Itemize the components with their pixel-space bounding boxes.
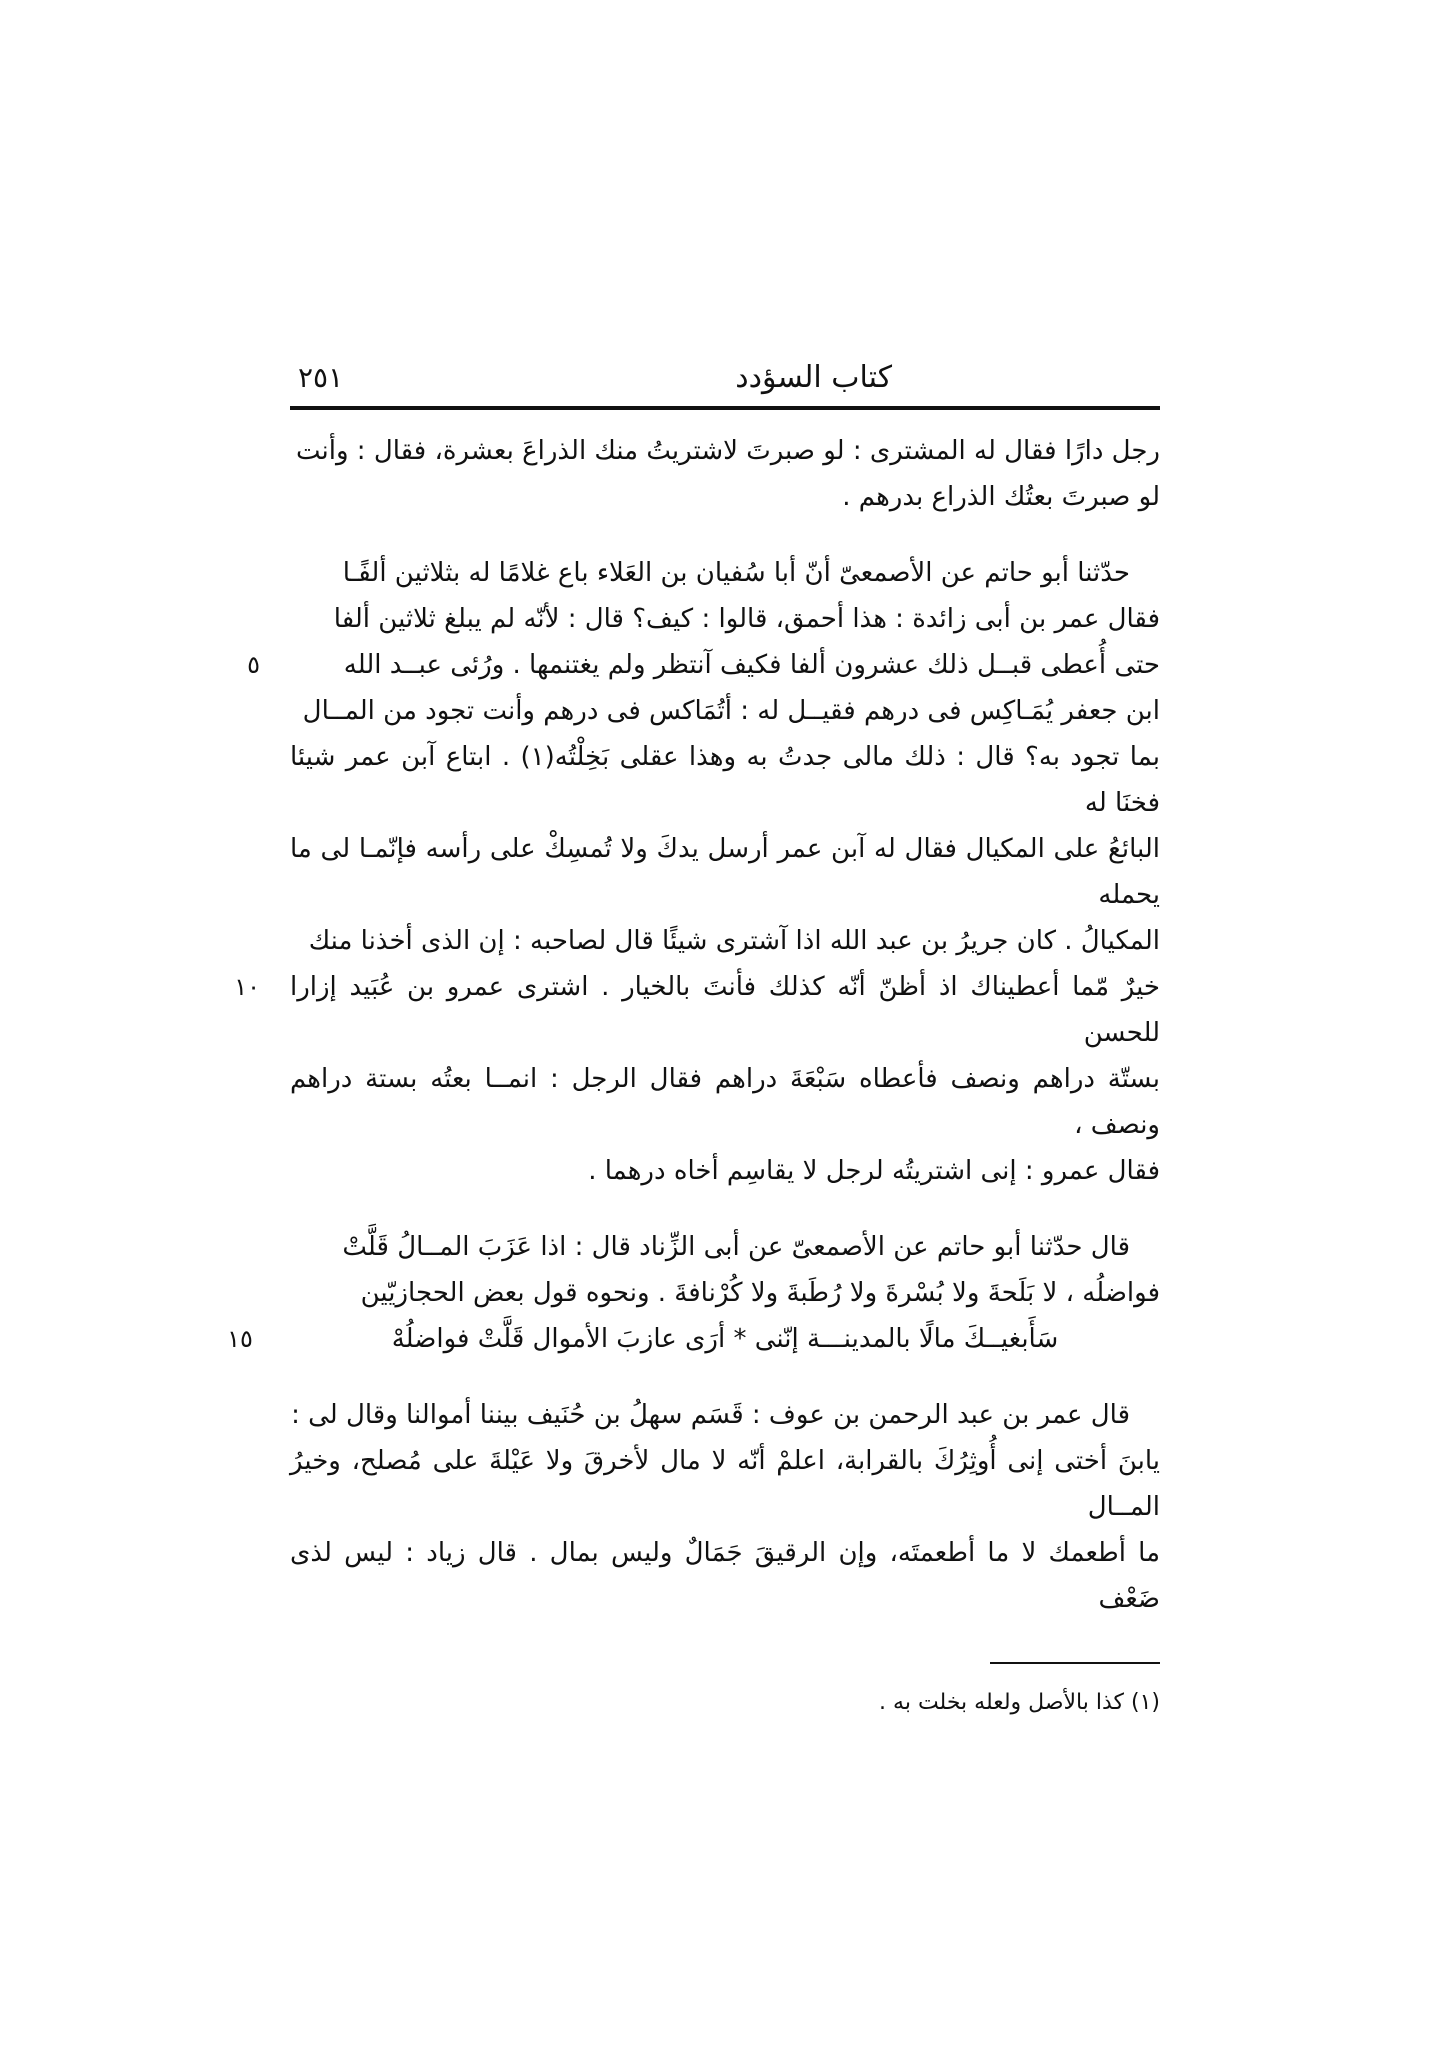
text-line [290,734,1160,826]
text-line-content: بما تجود به؟ قال : ذلك مالى جدتُ به وهذا عقلى بَخِلْتُه(١) . ابتاع آبن عمر شيئا فخنَا له [290,742,1160,818]
text-line-content: قال عمر بن عبد الرحمن بن عوف : قَسَم سهلُ بن حُنَيف بيننا أموالنا وقال لى : [291,1400,1130,1430]
line-number-margin: ١٥ [227,1325,253,1353]
text-line-content: يابنَ أختى إنى أُوثِرُكَ بالقرابة، اعلمْ أنّه لا مال لأخرقَ ولا عَيْلةَ على مُصلح، وخيرُ المــال [290,1446,1160,1522]
text-line [290,1148,1160,1194]
paragraph [290,1392,1160,1622]
text-line [290,474,1160,520]
text-line-content: خيرٌ مّما أعطيناك اذ أظنّ أنّه كذلك فأنتَ بالخيار . اشترى عمرو بن عُبَيد إزارا للحسن [290,972,1160,1048]
text-line [290,596,1160,642]
verse-line [227,1316,1160,1362]
text-line-content: رجل دارًا فقال له المشترى : لو صبرتَ لاشتريتُ منك الذراعَ بعشرة، فقال : وأنت [295,436,1160,466]
line-number-margin: ١٠ [234,973,260,1001]
text-line [234,964,1160,1056]
header-rule [290,406,1160,410]
text-line [290,1224,1160,1270]
text-line [290,826,1160,918]
text-line-content: البائعُ على المكيال فقال له آبن عمر أرسل يدكَ ولا تُمسِكْ على رأسه فإنّمـا لى ما يحمله [290,834,1160,910]
text-line-content: حتى أُعطى قبــل ذلك عشرون ألفا فكيف آنتظر ولم يغتنمها . ورُئى عبــد الله [343,650,1160,680]
paragraph [290,428,1160,520]
text-line-content: فقال عمرو : إنى اشتريتُه لرجل لا يقاسِم أخاه درهما . [588,1156,1160,1186]
text-line-content: حدّثنا أبو حاتم عن الأصمعىّ أنّ أبا سُفيان بن العَلاء باع غلامًا له بثلاثين ألفًـا [342,558,1130,588]
text-line [290,428,1160,474]
text-line [247,642,1160,688]
text-line-content: ما أطعمك لا ما أطعمتَه، وإن الرقيقَ جَمَالٌ وليس بمال . قال زياد : ليس لذى ضَعْف [290,1538,1160,1614]
text-line [290,1270,1160,1316]
text-line-content: فواضلُه ، لا بَلَحةَ ولا بُسْرةَ ولا رُطَبةَ ولا كُرْنافةَ . ونحوه قول بعض الحجازيّين [360,1278,1160,1308]
text-line [290,1438,1160,1530]
paragraph [227,1224,1160,1362]
footnote-rule [990,1662,1160,1664]
text-line-content: المكيالُ . كان جريرُ بن عبد الله اذا آشترى شيئًا قال لصاحبه : إن الذى أخذنا منك [308,926,1160,956]
page-header [290,350,1160,400]
text-line-content: لو صبرتَ بعتُك الذراع بدرهم . [842,482,1160,512]
text-line-content: فقال عمر بن أبى زائدة : هذا أحمق، قالوا : كيف؟ قال : لأنّه لم يبلغ ثلاثين ألفا [333,604,1160,634]
text-line [290,550,1160,596]
text-line-content: ابن جعفر يُمَـاكِس فى درهم فقيــل له : أتُمَاكس فى درهم وأنت تجود من المــال [302,696,1160,726]
running-title: كتاب السؤدد [735,360,892,395]
text-line-content: قال حدّثنا أبو حاتم عن الأصمعىّ عن أبى الزِّناد قال : اذا عَزَبَ المــالُ قَلَّتْ [342,1232,1130,1262]
page-number: ٢٥١ [298,361,344,394]
text-line [290,688,1160,734]
text-line-content: بستّة دراهم ونصف فأعطاه سَبْعَةَ دراهم فقال الرجل : انمــا بعتُه بستة دراهم ونصف ، [290,1064,1160,1140]
book-page [227,350,1160,1720]
paragraph [234,550,1160,1194]
text-line [290,1056,1160,1148]
text-line [290,1392,1160,1438]
text-line [290,1530,1160,1622]
text-line [290,918,1160,964]
verse-line-content: سَأَبغيــكَ مالًا بالمدينـــة إنّنى * أرَى عازبَ الأموال قَلَّتْ فواضلُهْ [391,1324,1059,1354]
footnote: (١) كذا بالأصل ولعله بخلت به . [879,1690,1160,1715]
line-number-margin: ٥ [247,651,260,679]
